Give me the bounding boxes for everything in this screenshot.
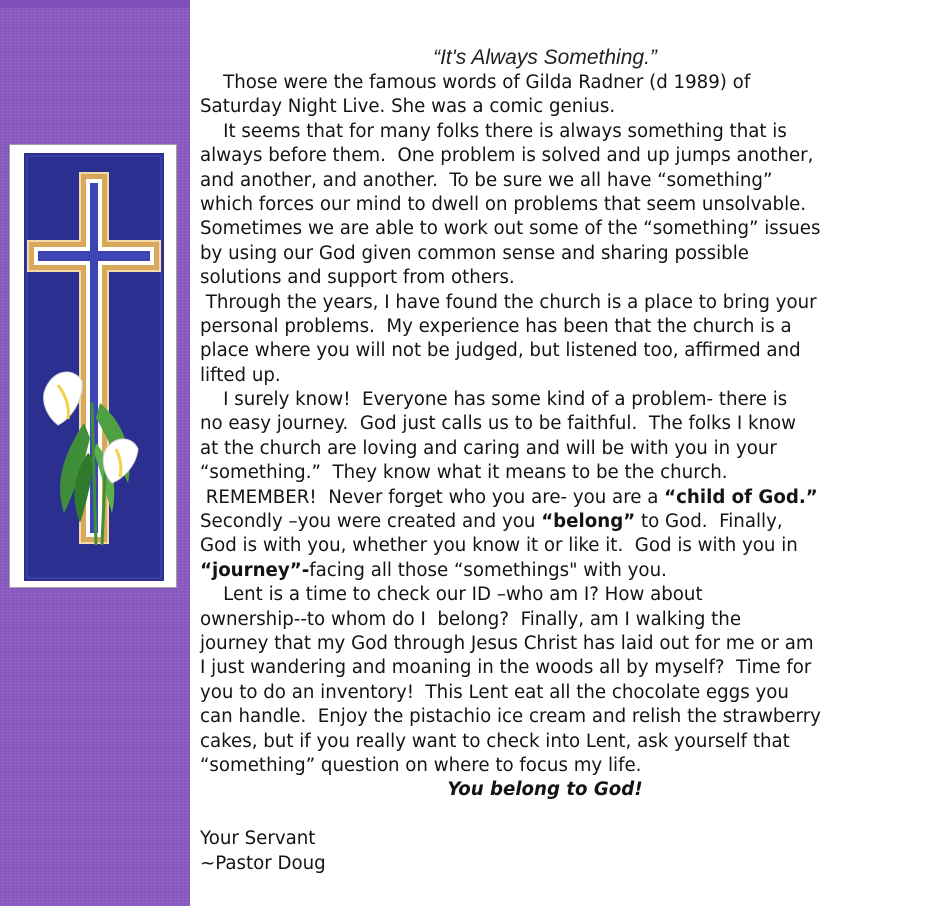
secondly-line [200, 510, 920, 534]
signature-pastor: ~Pastor Doug [200, 852, 326, 874]
text-line: It seems that for many folks there is always something that is [200, 120, 787, 142]
belong-emphasis: “belong” [541, 511, 636, 533]
secondly-text: Secondly –you were created and you [200, 511, 542, 533]
journey-emphasis: “journey”- [200, 559, 310, 581]
text-line: “something.” They know what it means to be the church. [200, 462, 728, 484]
cross-artwork-frame [9, 144, 177, 588]
journey-text: facing all those “somethings" with you. [309, 559, 667, 581]
letter-title: “It's Always Something.” [433, 46, 657, 69]
text-line: ownership--to whom do I belong? Finally, am I walking the [200, 608, 742, 630]
side-band-top-edge [0, 0, 190, 8]
text-line: by using our God given common sense and sharing possible [200, 242, 749, 264]
text-line: Lent is a time to check our ID –who am I? How about [200, 584, 703, 606]
text-line: which forces our mind to dwell on problems that seem unsolvable. [200, 193, 807, 215]
text-line: Through the years, I have found the church is a place to bring your [200, 291, 817, 313]
text-line: journey that my God through Jesus Christ has laid out for me or am [200, 632, 814, 654]
text-line: always before them. One problem is solved and up jumps another, [200, 145, 814, 167]
secondly-text-end: to God. Finally, [635, 511, 783, 533]
text-line: place where you will not be judged, but listened too, affirmed and [200, 340, 801, 362]
text-line: and another, and another. To be sure we all have “something” [200, 169, 773, 191]
text-line: Those were the famous words of Gilda Radner (d 1989) of [200, 72, 751, 93]
remember-line [200, 486, 920, 510]
text-line: lifted up. [200, 364, 281, 386]
text-line: no easy journey. God just calls us to be faithful. The folks I know [200, 413, 797, 435]
closing-statement: You belong to God! [447, 779, 643, 801]
blank-line [200, 803, 920, 827]
cross-artwork-panel [24, 153, 164, 581]
text-line: “something” question on where to focus my life. [200, 754, 642, 776]
text-line: cakes, but if you really want to check into Lent, ask yourself that [200, 730, 790, 752]
child-of-god-emphasis: “child of God.” [664, 486, 818, 508]
text-line: Sometimes we are able to work out some of the “something” issues [200, 218, 821, 240]
text-line: at the church are loving and caring and will be with you in your [200, 437, 777, 459]
text-line: can handle. Enjoy the pistachio ice cream and relish the strawberry [200, 706, 821, 728]
text-line: you to do an inventory! This Lent eat all the chocolate eggs you [200, 681, 789, 703]
remember-text: REMEMBER! Never forget who you are- you are a [200, 486, 665, 508]
text-line: personal problems. My experience has been that the church is a [200, 315, 792, 337]
signature-servant: Your Servant [200, 828, 316, 850]
text-line: solutions and support from others. [200, 267, 515, 289]
journey-line [200, 559, 920, 583]
text-line: I just wandering and moaning in the woods all by myself? Time for [200, 657, 812, 679]
pastor-letter [200, 44, 920, 876]
text-line: God is with you, whether you know it or like it. God is with you in [200, 535, 798, 557]
text-line: I surely know! Everyone has some kind of a problem- there is [200, 389, 788, 411]
cross-with-lilies-image [24, 153, 164, 581]
text-line: Saturday Night Live. She was a comic genius. [200, 96, 616, 118]
